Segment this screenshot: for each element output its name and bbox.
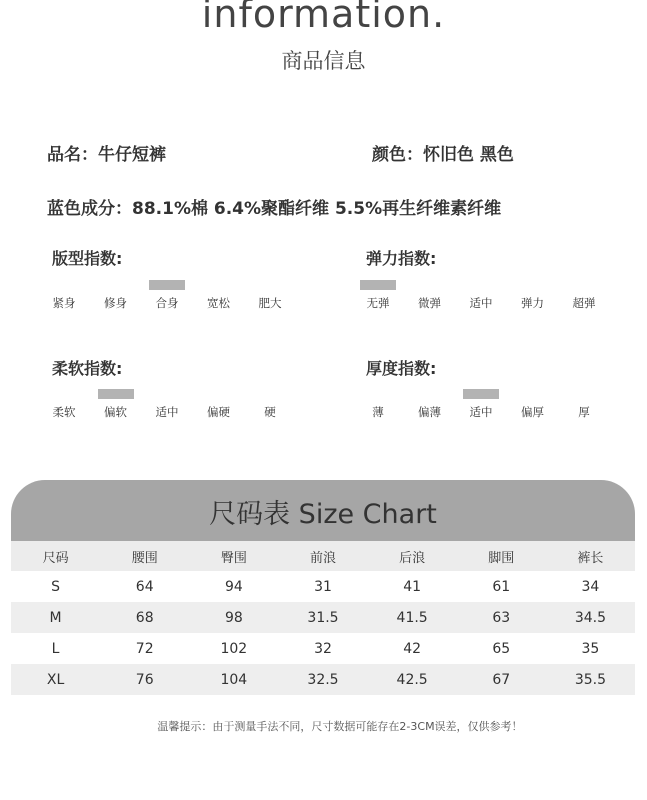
size-table-cell: 68	[135, 609, 154, 626]
size-table-row	[11, 664, 635, 695]
size-table-cell: M	[49, 609, 62, 626]
size-table-cell: 32.5	[307, 671, 339, 688]
size-table-cell: 76	[135, 671, 154, 688]
thickness-option: 厚	[578, 405, 590, 419]
elasticity-index-label: 弹力指数:	[366, 249, 437, 268]
softness-option: 柔软	[52, 405, 76, 419]
size-table-header-cell: 腰围	[131, 550, 158, 566]
softness-selected-indicator	[98, 389, 134, 399]
size-chart-title: 尺码表 Size Chart	[209, 499, 437, 530]
size-table-cell: 98	[224, 609, 243, 626]
fit-selected-indicator	[149, 280, 185, 290]
thickness-selected-indicator	[463, 389, 499, 399]
elasticity-index-scale	[352, 280, 622, 320]
softness-index-label: 柔软指数:	[52, 359, 123, 378]
measurement-tip: 温馨提示：由于测量手法不同，尺寸数据可能存在2-3CM误差，仅供参考！	[157, 720, 523, 733]
size-table-cell: 94	[224, 578, 243, 595]
size-table-cell: 61	[492, 578, 511, 595]
fit-option: 修身	[104, 296, 127, 310]
elasticity-selected-indicator	[360, 280, 396, 290]
size-table-cell: 31.5	[307, 609, 339, 626]
size-table-header-cell: 前浪	[309, 550, 336, 566]
elasticity-option: 适中	[469, 296, 493, 310]
thickness-option: 适中	[469, 405, 493, 419]
softness-option: 偏软	[104, 405, 127, 419]
fit-index-label: 版型指数:	[52, 249, 123, 268]
size-table-cell: 34	[581, 578, 600, 595]
fit-index-scale	[38, 280, 308, 320]
size-table-cell: 34.5	[574, 609, 606, 626]
thickness-option: 偏薄	[418, 405, 441, 419]
softness-option: 硬	[264, 405, 276, 419]
size-table-cell: 35.5	[574, 671, 606, 688]
elasticity-option: 弹力	[521, 296, 544, 310]
elasticity-option: 无弹	[366, 296, 390, 310]
size-table-cell: 42	[403, 640, 422, 657]
size-table-cell: XL	[46, 671, 65, 688]
size-table-cell: 102	[220, 640, 248, 657]
size-table-header-cell: 臀围	[220, 550, 247, 566]
size-table-cell: S	[51, 578, 61, 595]
title-cn: 商品信息	[281, 49, 366, 73]
size-table-header-cell: 尺码	[42, 550, 69, 566]
size-table-cell: 65	[492, 640, 511, 657]
softness-index-scale	[38, 389, 308, 429]
size-table	[11, 541, 635, 695]
size-table-header-cell: 后浪	[399, 550, 426, 566]
thickness-option: 薄	[372, 405, 384, 419]
size-table-cell: 35	[581, 640, 600, 657]
title-en: information.	[201, 0, 446, 36]
elasticity-option: 超弹	[572, 296, 596, 310]
size-table-header-cell: 脚围	[488, 550, 515, 566]
size-table-row	[11, 571, 635, 602]
size-table-cell: 32	[314, 640, 332, 657]
size-table-cell: 104	[220, 671, 248, 688]
product-name: 品名：牛仔短裤	[47, 145, 166, 165]
product-composition: 蓝色成分：88.1%棉 6.4%聚酯纤维 5.5%再生纤维素纤维	[47, 199, 502, 219]
size-table-cell: 41.5	[396, 609, 428, 626]
fit-option: 肥大	[258, 296, 282, 310]
fit-option: 宽松	[207, 296, 230, 310]
size-table-cell: 31	[314, 578, 332, 595]
size-table-header-cell: 裤长	[577, 550, 604, 566]
size-table-cell: 42.5	[396, 671, 428, 688]
thickness-index-scale	[352, 389, 622, 429]
fit-option: 紧身	[52, 296, 76, 310]
size-table-cell: 72	[135, 640, 154, 657]
softness-option: 适中	[155, 405, 179, 419]
softness-option: 偏硬	[207, 405, 230, 419]
size-table-cell: L	[51, 640, 60, 657]
size-table-cell: 41	[403, 578, 422, 595]
size-table-cell: 64	[135, 578, 154, 595]
thickness-index-label: 厚度指数:	[366, 359, 437, 378]
size-table-cell: 67	[492, 671, 511, 688]
product-color: 颜色：怀旧色 黑色	[372, 145, 514, 165]
size-table-cell: 63	[492, 609, 511, 626]
size-table-row	[11, 633, 635, 664]
elasticity-option: 微弹	[418, 296, 441, 310]
size-chart-header	[11, 480, 635, 542]
fit-option: 合身	[155, 296, 179, 310]
size-table-header-row	[11, 541, 635, 571]
thickness-option: 偏厚	[521, 405, 544, 419]
size-table-row	[11, 602, 635, 633]
